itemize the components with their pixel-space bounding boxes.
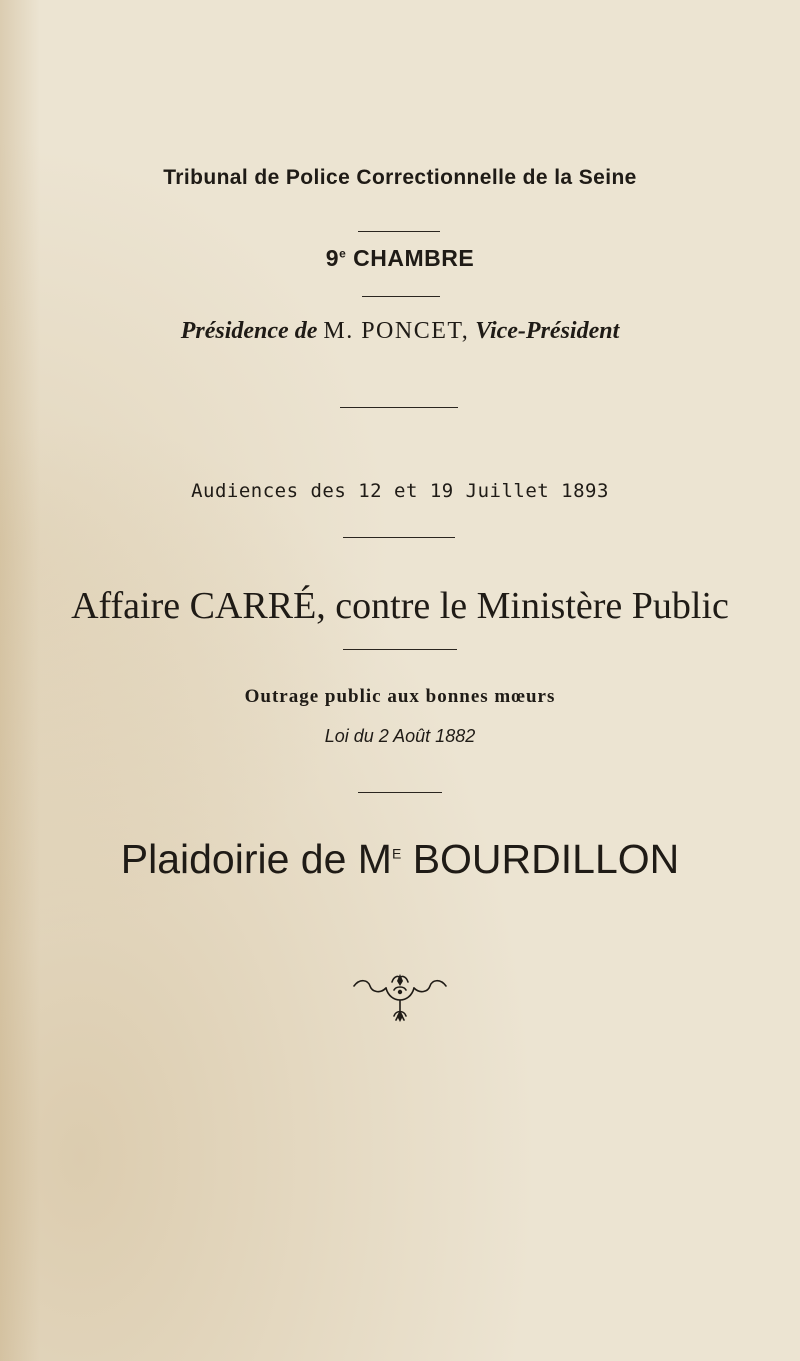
plaidoirie-prefix: Plaidoirie de M (120, 836, 392, 882)
divider-6 (358, 792, 442, 793)
presidence-line (0, 318, 800, 345)
plaidoirie-title (0, 836, 800, 883)
chamber-number: 9 (325, 245, 340, 271)
court-title: Tribunal de Police Correctionnelle de la Seine (163, 166, 637, 189)
divider-3 (340, 407, 458, 408)
plaidoirie-suffix: E (391, 845, 402, 862)
audiences-dates: Audiences des 12 et 19 Juillet 1893 (191, 480, 609, 502)
president-name: M. PONCET, (323, 318, 470, 344)
advocate-name: BOURDILLON (412, 836, 680, 882)
divider-2 (362, 296, 440, 297)
affaire-title: Affaire CARRÉ, contre le Ministère Public (71, 585, 729, 627)
divider-5 (343, 649, 457, 650)
chamber-heading (0, 245, 800, 272)
law-reference: Loi du 2 Août 1882 (324, 726, 476, 746)
divider-4 (343, 537, 455, 538)
floral-fleuron-icon (350, 972, 450, 1032)
divider-1 (358, 231, 440, 232)
offense-line: Outrage public aux bonnes mœurs (244, 686, 556, 707)
presidence-prefix: Présidence de (180, 318, 318, 344)
chamber-suffix: e (339, 246, 347, 261)
president-title: Vice-Président (475, 318, 620, 344)
chamber-word: CHAMBRE (353, 245, 475, 271)
